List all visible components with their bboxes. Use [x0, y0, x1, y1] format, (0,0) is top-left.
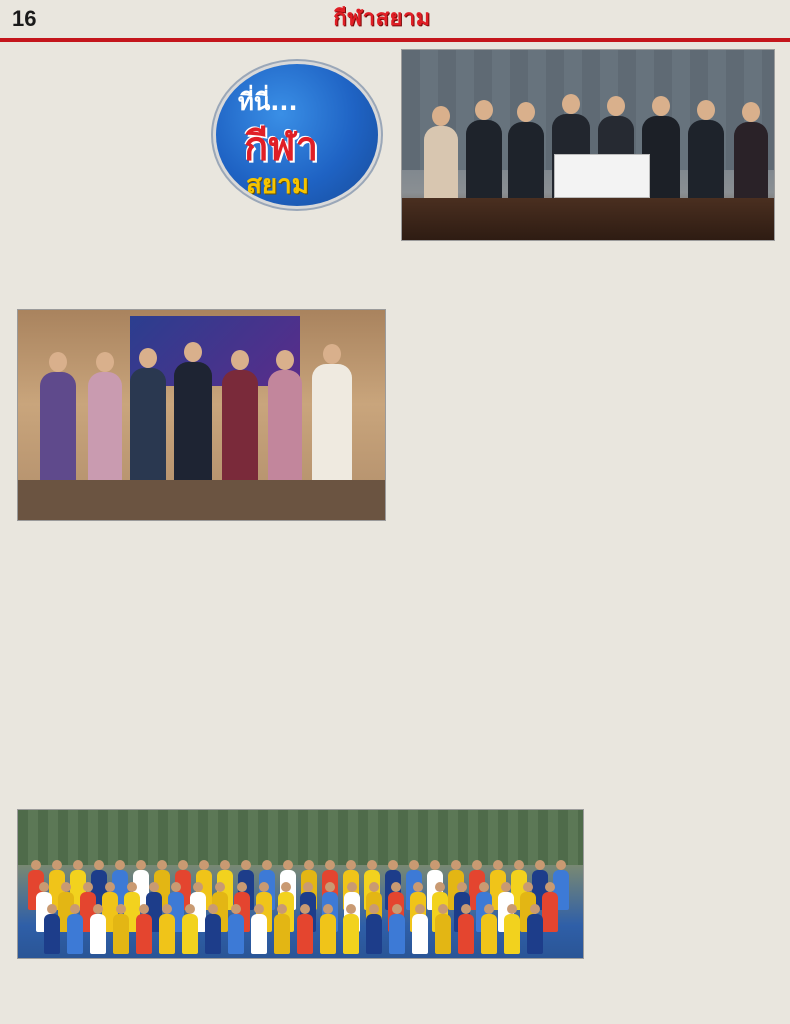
photo-rice-event — [17, 309, 386, 521]
caption-rice-event — [17, 524, 386, 614]
athlete-figure — [504, 914, 520, 954]
main-article — [401, 392, 776, 802]
athlete-figure — [527, 914, 543, 954]
stage-floor — [402, 198, 774, 241]
intro-article-continued — [14, 210, 394, 300]
athlete-figure — [412, 914, 428, 954]
photo-athletes-group — [17, 809, 584, 959]
side-article — [596, 809, 778, 1019]
athlete-figure — [389, 914, 405, 954]
intro-article — [14, 50, 214, 210]
logo-line3: สยาม — [246, 170, 309, 200]
athlete-figure — [90, 914, 106, 954]
person-figure — [424, 126, 458, 208]
athlete-figure — [481, 914, 497, 954]
athlete-figure — [113, 914, 129, 954]
athlete-figure — [458, 914, 474, 954]
caption-athletes — [17, 962, 584, 1020]
athlete-figure — [320, 914, 336, 954]
athlete-figure — [228, 914, 244, 954]
athlete-figure — [44, 914, 60, 954]
person-figure — [734, 122, 768, 208]
lower-article — [14, 613, 394, 803]
athlete-figure — [159, 914, 175, 954]
athlete-figure — [136, 914, 152, 954]
header-rule — [0, 38, 790, 42]
athlete-figure — [251, 914, 267, 954]
page-number: 16 — [12, 6, 37, 31]
athlete-figure — [343, 914, 359, 954]
athlete-figure — [366, 914, 382, 954]
photo-meeting — [401, 49, 775, 241]
athlete-figure — [542, 892, 558, 932]
logo-line1: ที่นี่... — [238, 88, 298, 116]
person-figure — [508, 122, 544, 208]
athlete-figure — [435, 914, 451, 954]
athlete-figure — [205, 914, 221, 954]
kila-siam-logo — [216, 64, 378, 206]
person-figure — [466, 120, 502, 208]
athlete-figure — [274, 914, 290, 954]
athlete-figure — [182, 914, 198, 954]
podium-sign — [554, 154, 650, 198]
athlete-figure — [67, 914, 83, 954]
masthead-title: กีฬาสยาม — [333, 5, 431, 31]
athlete-figure — [297, 914, 313, 954]
logo-line2: กีฬา — [244, 124, 319, 170]
gym-curtains — [18, 810, 583, 865]
person-figure — [688, 120, 724, 208]
caption-meeting — [401, 243, 775, 393]
room-floor — [18, 480, 385, 521]
